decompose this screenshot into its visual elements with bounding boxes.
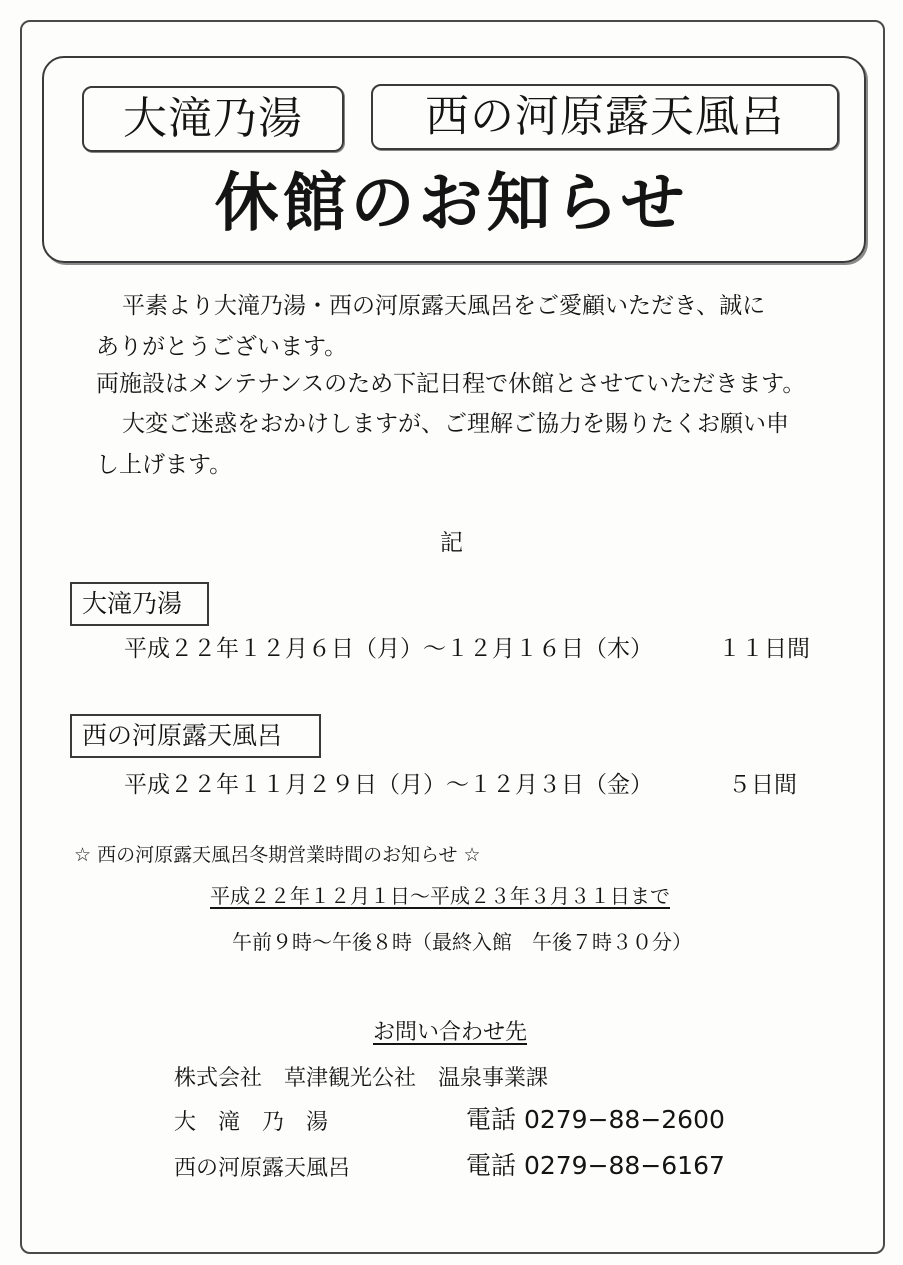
intro-line-1: 平素より大滝乃湯・西の河原露天風呂をご愛顧いただき、誠に <box>122 293 766 319</box>
contact-phone-sainokawara: 電話 0279−88−6167 <box>466 1151 725 1180</box>
record-mark: 記 <box>440 530 463 556</box>
section-label-sainokawara: 西の河原露天風呂 <box>70 714 321 758</box>
contact-phone-otaki: 電話 0279−88−2600 <box>466 1105 725 1134</box>
intro-line-2: ありがとうございます。 <box>96 334 348 360</box>
contact-company: 株式会社 草津観光公社 温泉事業課 <box>174 1066 549 1091</box>
closure-period-otaki: 平成２２年１２月６日（月）～１２月１６日（木） <box>124 636 653 662</box>
intro-line-5: し上げます。 <box>96 452 233 478</box>
winter-hours-title: ☆ 西の河原露天風呂冬期営業時間のお知らせ ☆ <box>74 844 481 866</box>
notice-title: 休館のお知らせ <box>214 167 689 241</box>
facility-name-box-sainokawara: 西の河原露天風呂 <box>371 84 839 150</box>
closure-period-sainokawara: 平成２２年１１月２９日（月）～１２月３日（金） <box>124 772 653 798</box>
closure-days-sainokawara: ５日間 <box>728 772 797 798</box>
section-label-otaki: 大滝乃湯 <box>70 582 209 626</box>
intro-line-4: 大変ご迷惑をおかけしますが、ご理解ご協力を賜りたくお願い申 <box>122 411 789 437</box>
winter-hours-time: 午前９時～午後８時（最終入館 午後７時３０分） <box>232 930 692 954</box>
contact-name-sainokawara: 西の河原露天風呂 <box>174 1156 351 1181</box>
closure-days-otaki: １１日間 <box>718 636 810 662</box>
intro-line-3: 両施設はメンテナンスのため下記日程で休館とさせていただきます。 <box>96 371 806 397</box>
winter-hours-period: 平成２２年１２月１日～平成２３年３月３１日まで <box>210 884 670 908</box>
contact-heading: お問い合わせ先 <box>373 1020 528 1045</box>
contact-name-otaki: 大 滝 乃 湯 <box>174 1110 329 1135</box>
facility-name-box-otaki: 大滝乃湯 <box>82 86 344 152</box>
